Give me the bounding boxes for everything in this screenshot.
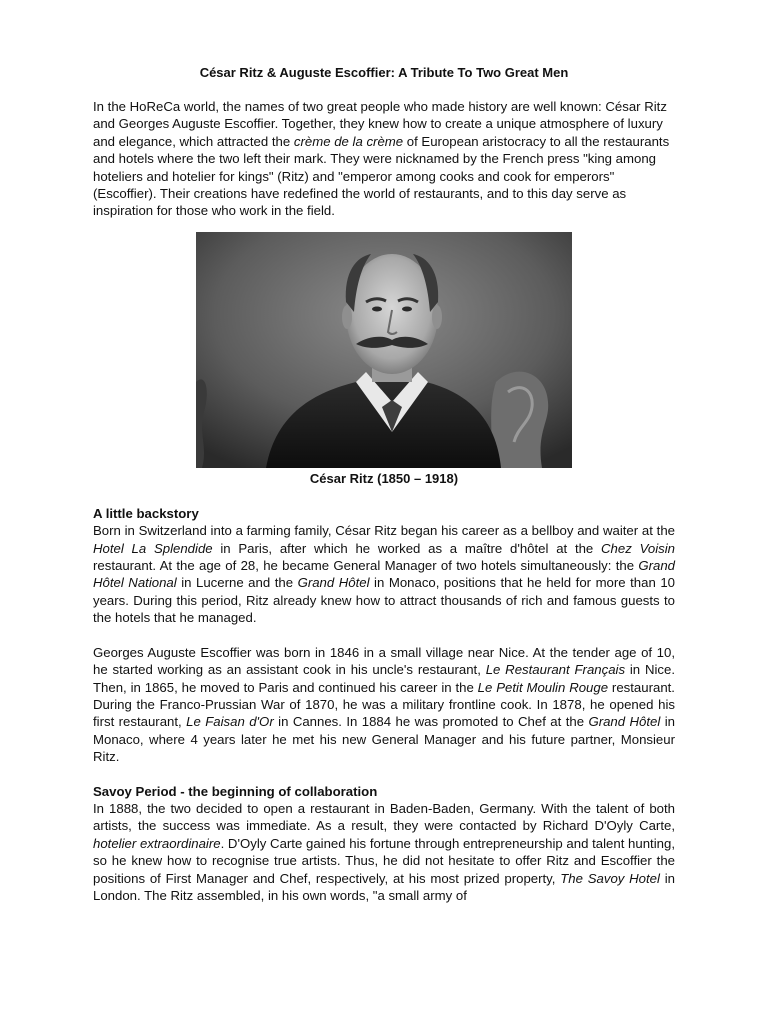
paragraph-text: Georges Auguste Escoffier was born in 1846 in a small village near Nice. At the tender age of 10, he started working as an assistant cook in his uncle's restaurant, [93, 644, 675, 678]
intro-paragraph [93, 98, 675, 220]
backstory-section [93, 505, 675, 766]
paragraph-text: in Monaco, positions that he held for more than 10 years. During this period, Ritz already knew how to attract thousands of rich and famous guests to the hotels that he managed. [93, 575, 675, 626]
ritz-paragraph [93, 522, 675, 626]
venue-name: Chez Voisin [601, 540, 675, 556]
portrait-photo [196, 232, 572, 468]
venue-name: Le Faisan d'Or [186, 714, 274, 730]
venue-name: The Savoy Hotel [560, 870, 660, 886]
portrait-figure [196, 232, 572, 488]
venue-name: Grand Hôtel [588, 714, 661, 730]
intro-text: of European aristocracy to all the restaurants and hotels where the two left their mark. They were nicknamed by the French press "king among hoteliers and hotelier for kings" (Ritz) and "emperor among cooks and cook for emperors" (Escoffier). Their creations have redefined the world of restaurants, and to this day serve as inspiration for those who work in the field. [93, 133, 670, 219]
section-heading: A little backstory [93, 505, 199, 521]
paragraph-text: restaurant. During the Franco-Prussian War of 1870, he was a military frontline cook. In 1878, he opened his first restaurant, [93, 679, 675, 730]
venue-name: Le Petit Moulin Rouge [477, 679, 609, 695]
paragraph-text: in Nice. Then, in 1865, he moved to Paris and continued his career in the [93, 662, 675, 695]
emphasis-text: hotelier extraordinaire [93, 835, 221, 851]
section-heading: Savoy Period - the beginning of collaboration [93, 783, 378, 799]
paragraph-text: in Lucerne and the [176, 575, 298, 591]
intro-emphasis: crème de la crème [293, 133, 404, 149]
paragraph-text: restaurant. At the age of 28, he became General Manager of two hotels simultaneously: the [93, 558, 639, 574]
paragraph-text: in Monaco, where 4 years later he met his new General Manager and his future partner, Monsieur Ritz. [93, 714, 675, 765]
venue-name: Grand Hôtel National [93, 558, 675, 591]
paragraph-text: in Cannes. In 1884 he was promoted to Chef at the [273, 714, 589, 730]
escoffier-paragraph [93, 644, 675, 766]
portrait-caption: César Ritz (1850 – 1918) [309, 470, 459, 486]
venue-name: Grand Hôtel [297, 575, 370, 591]
paragraph-text: in Paris, after which he worked as a maître d'hôtel at the [212, 540, 602, 556]
paragraph-text: in London. The Ritz assembled, in his own words, "a small army of [93, 870, 675, 903]
intro-text: In the HoReCa world, the names of two great people who made history are well known: César Ritz and Georges Auguste Escoffier. Together, they knew how to create a unique atmosphere of luxury and elegance, which attracted the [93, 99, 667, 149]
savoy-paragraph [93, 800, 675, 904]
paragraph-text: Born in Switzerland into a farming family, César Ritz began his career as a bellboy and waiter at the [93, 523, 675, 539]
venue-name: Le Restaurant Français [485, 662, 626, 678]
venue-name: Hotel La Splendide [93, 540, 213, 556]
savoy-section [93, 783, 675, 905]
paragraph-text: . D'Oyly Carte gained his fortune through entrepreneurship and talent hunting, so he knew how to recognise true artists. Thus, he did not hesitate to offer Ritz and Escoffier the positions of First Manager and Chef, respectively, at his most prized property, [93, 835, 675, 886]
document-title: César Ritz & Auguste Escoffier: A Tribute To Two Great Men [199, 65, 569, 80]
paragraph-text: In 1888, the two decided to open a restaurant in Baden-Baden, Germany. With the talent of both artists, the success was immediate. As a result, they were contacted by Richard D'Oyly Carte, [93, 800, 675, 834]
